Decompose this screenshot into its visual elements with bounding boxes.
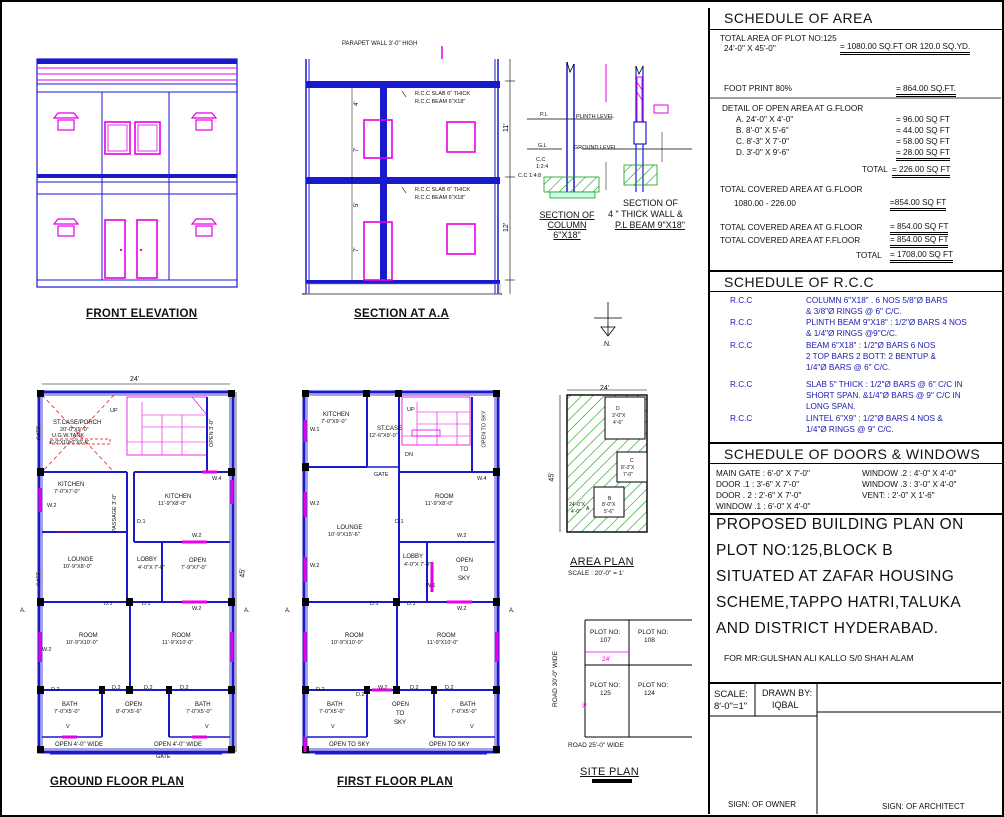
sp-road-side: ROAD 30'-0" WIDE <box>551 651 559 707</box>
svg-text:5': 5' <box>354 202 360 207</box>
door-schedule-item: WINDOW .1 : 6'-0" X 4'-0" <box>716 502 811 511</box>
sp-plot124-b: 124 <box>644 690 655 697</box>
ff-kitchen-dim: 7'-0"X9'-0" <box>321 419 347 425</box>
beam-note-2: R.C.C BEAM 6"X18" <box>415 195 466 201</box>
ff-d2c: D.2 <box>410 685 419 691</box>
ff-w4: W.4 <box>477 476 487 482</box>
ap-c-dim-a: 8'-3"X <box>621 465 635 471</box>
gf-d1b: D.1 <box>104 601 113 607</box>
sign-owner: SIGN: OF OWNER <box>728 800 796 809</box>
area-plan-labels <box>550 382 660 542</box>
ff-gate: GATE <box>374 472 389 478</box>
ap-b-dim-b: 5'-6" <box>604 509 614 515</box>
ff-kitchen: KITCHEN <box>323 412 350 418</box>
window-schedule-item: WINDOW .2 : 4'-0" X 4'-0" <box>862 469 957 478</box>
gf-d2d: D.2 <box>180 685 189 691</box>
ff-open-sky-mid-b: TO <box>460 567 469 573</box>
project-title-line: PROPOSED BUILDING PLAN ON <box>716 516 964 533</box>
gf-up: UP <box>110 408 118 414</box>
ff-staircase: ST.CASE <box>377 426 403 432</box>
ff-open-bath-c: SKY <box>394 720 407 726</box>
rcc-line: BEAM 6"X18" : 1/2"Ø BARS 6 NOS <box>806 341 936 350</box>
gf-open-bottom-2: OPEN 4'-0" WIDE <box>154 742 202 748</box>
column-section-title: SECTION OF COLUMN 6"X18" <box>539 210 595 240</box>
open-area-row-label: D. 3'-0" X 9'-6" <box>736 148 790 157</box>
svg-text:4': 4' <box>354 101 360 106</box>
gf-d2c: D.2 <box>144 685 153 691</box>
svg-text:11': 11' <box>503 123 510 132</box>
gf-lobby: LOBBY <box>137 557 158 563</box>
ap-a: A <box>586 506 590 512</box>
door-schedule-item: DOOR .1 : 3'-6" X 7'-0" <box>716 480 800 489</box>
ff-room2-dim: 11'-9"X10'-0" <box>427 640 459 646</box>
open-area-row-label: B. 8'-0" X 5'-6" <box>736 126 789 135</box>
beam-note-1: R.C.C BEAM 6"X18" <box>415 99 466 105</box>
ap-a-dim-b: 4'-0" <box>571 509 581 515</box>
gf-tank: U.G.W.TANK <box>52 433 84 439</box>
open-area-row-value: = 28.00 SQ FT <box>896 148 950 161</box>
slab-note-2: R.C.C SLAB 6" THICK <box>415 187 471 193</box>
gf-bath1-dim: 7'-0"X5'-0" <box>54 709 80 715</box>
sp-plot125-a: PLOT NO: <box>590 682 621 689</box>
ff-staircase-dim: 12'-6"X9'-0" <box>369 433 398 439</box>
north-arrow <box>594 302 622 336</box>
ff-d1b: D.1 <box>370 601 379 607</box>
covered-g-label: TOTAL COVERED AREA AT G.FLOOR <box>720 223 863 232</box>
ap-d-dim-b: 4'-6" <box>613 420 623 426</box>
gf-staircase-dim: 20'-0"X9'-0" <box>60 427 89 433</box>
ap-a-dim-a: 24'-0"X <box>569 502 586 508</box>
ap-d-dim-a: 3'-0"X <box>612 413 626 419</box>
sp-plot125-b: 125 <box>600 690 611 697</box>
schedule-rcc-heading: SCHEDULE OF R.C.C <box>710 270 1003 292</box>
wall-section-title-a: SECTION OF <box>623 198 679 208</box>
cc2-label: C.C 1:4:8 <box>518 173 542 179</box>
front-elevation <box>37 59 237 287</box>
covered-f-label: TOTAL COVERED AREA AT F.FLOOR <box>720 236 861 245</box>
gf-open-mid-dim: 7'-9"X7'-0" <box>181 565 207 571</box>
ff-w2a: W.2 <box>310 501 320 507</box>
title-block <box>708 8 1001 814</box>
ff-d1c: D.1 <box>407 601 416 607</box>
sp-dim45: 45' <box>582 701 589 709</box>
ap-b: B <box>608 496 612 502</box>
first-floor-title: FIRST FLOOR PLAN <box>337 776 453 788</box>
gf-w2c: W.2 <box>192 606 202 612</box>
rcc-line: COLUMN 6"X18" . 6 NOS 5/8"Ø BARS <box>806 296 948 305</box>
sp-plot107-a: PLOT NO: <box>590 629 621 636</box>
footprint-label: FOOT PRINT 80% <box>724 84 792 93</box>
gf-open-mid: OPEN <box>189 558 207 564</box>
gf-room1-dim: 10'-9"X10'-0" <box>66 640 98 646</box>
total-plot-label: TOTAL AREA OF PLOT NO:125 <box>720 34 837 43</box>
rcc-line: SHORT SPAN. &1/4"Ø BARS @ 9" C/C IN <box>806 391 961 400</box>
gf-gate-side2: GATE <box>36 571 43 587</box>
project-divider <box>710 513 1003 515</box>
ff-bottom-1: OPEN TO SKY <box>329 742 370 748</box>
rcc-line: 1/4"Ø RINGS @ 9" C/C. <box>806 425 894 434</box>
ff-w2e: W.2 <box>378 685 388 691</box>
ground-floor-title: GROUND FLOOR PLAN <box>50 776 185 788</box>
covered-calc: 1080.00 - 226.00 <box>734 199 796 208</box>
gf-w2d: W.2 <box>42 647 52 653</box>
ap-c: C <box>630 458 634 464</box>
project-title-line: SITUATED AT ZAFAR HOUSING <box>716 568 955 585</box>
ff-room2: ROOM <box>437 633 456 639</box>
gf-room2-dim: 11'-9"X10'-0" <box>162 640 194 646</box>
ff-open-sky-top: OPEN TO SKY <box>481 410 488 448</box>
gf-bath1: BATH <box>62 702 78 708</box>
ff-open-sky-mid-a: OPEN <box>456 558 474 564</box>
slab-note-1: R.C.C SLAB 6" THICK <box>415 91 471 97</box>
open-area-row-value: = 96.00 SQ FT <box>896 115 950 124</box>
footprint-value: = 864.00 SQ.FT. <box>896 84 956 97</box>
ff-lobby-dim: 4'-0"X 7'-0" <box>404 562 432 568</box>
total-open-value: = 226.00 SQ FT <box>892 165 950 178</box>
ff-room-top: ROOM <box>435 494 454 500</box>
section-aa-title: SECTION AT A.A <box>354 308 450 320</box>
project-title-line: AND DISTRICT HYDERABAD. <box>716 620 939 637</box>
rcc-tag: R.C.C <box>730 296 753 305</box>
gf-d2a: D.2 <box>51 687 60 693</box>
gf-gate-side: GATE <box>36 425 43 441</box>
ff-v2: V <box>470 724 474 730</box>
rcc-tag: R.C.C <box>730 341 753 350</box>
ff-up: UP <box>407 407 415 413</box>
gf-v1: V <box>66 724 70 730</box>
area-plan-title: AREA PLAN <box>570 556 634 568</box>
gf-bath2: BATH <box>195 702 211 708</box>
door-schedule-item: DOOR . 2 : 2'-6" X 7'-0" <box>716 491 802 500</box>
sp-road-bottom: ROAD 25'-0" WIDE <box>568 742 624 749</box>
covered-f-value: = 854.00 SQ FT <box>890 235 948 248</box>
sp-dim24: 24' <box>602 656 611 663</box>
schedule-doors-heading: SCHEDULE OF DOORS & WINDOWS <box>710 442 1003 464</box>
ff-dn: DN <box>405 452 413 458</box>
door-schedule-item: MAIN GATE : 6'-0" X 7'-0" <box>716 469 810 478</box>
section-aa <box>302 46 515 294</box>
rcc-line: & 1/4"Ø RINGS @9"C/C. <box>806 329 898 338</box>
north-label: .N. <box>602 341 611 348</box>
gf-w4: W.4 <box>212 476 222 482</box>
site-plan-title: SITE PLAN <box>580 766 639 778</box>
pl-label: P.L <box>540 112 548 118</box>
front-elevation-title: FRONT ELEVATION <box>86 308 198 320</box>
gf-kitchen2: KITCHEN <box>165 494 192 500</box>
ff-sec-a-left: A. <box>285 608 291 614</box>
rcc-line: PLINTH BEAM 9"X18" : 1/2"Ø BARS 4 NOS <box>806 318 967 327</box>
first-floor-labels <box>285 388 515 758</box>
gf-open-bottom-1: OPEN 4'-0" WIDE <box>55 742 103 748</box>
svg-text:7': 7' <box>354 147 360 152</box>
wall-section-title-b: 4 " THICK WALL & <box>608 209 683 219</box>
gf-staircase: ST.CASE/PORCH <box>53 420 102 426</box>
gf-passage: PASSAGE 3'-0" <box>112 493 119 533</box>
gf-kitchen1-dim: 7'-0"X7'-0" <box>54 489 80 495</box>
ff-room1: ROOM <box>345 633 364 639</box>
owner-line: FOR MR:GULSHAN ALI KALLO S/0 SHAH ALAM <box>724 653 914 663</box>
covered-value: =854.00 SQ FT <box>890 198 946 211</box>
covered-detail-label: TOTAL COVERED AREA AT G.FLOOR <box>720 185 863 194</box>
gf-d1a: D.1 <box>137 519 146 525</box>
ff-w2d: W.2 <box>457 606 467 612</box>
open-area-row-label: C. 8'-3" X 7'-0" <box>736 137 790 146</box>
ff-bath1: BATH <box>327 702 343 708</box>
rcc-line: LINTEL 6"X9" : 1/2"Ø BARS 4 NOS & <box>806 414 943 423</box>
open-area-row-value: = 44.00 SQ FT <box>896 126 950 135</box>
ff-bath2-dim: 7'-0"X5'-0" <box>451 709 477 715</box>
ff-v1: V <box>331 724 335 730</box>
gf-kitchen2-dim: 11'-9"X8'-0" <box>158 501 187 507</box>
ap-b-dim-a: 8'-0"X <box>602 502 616 508</box>
detail-sections <box>527 62 692 198</box>
grand-total-label: TOTAL <box>856 251 882 260</box>
schedule-area-heading: SCHEDULE OF AREA <box>710 8 1003 30</box>
sp-plot124-a: PLOT NO: <box>638 682 669 689</box>
gf-w2b: W.2 <box>192 533 202 539</box>
ff-bath2: BATH <box>460 702 476 708</box>
gf-width-dim: 24' <box>130 376 140 383</box>
drawn-value: IQBAL <box>772 700 799 710</box>
scale-value: 8'-0"=1" <box>714 701 748 712</box>
ff-lounge: LOUNGE <box>337 525 363 531</box>
ff-open-bath-b: TO <box>396 711 405 717</box>
gf-d2b: D.2 <box>112 685 121 691</box>
open-area-row-value: = 58.00 SQ FT <box>896 137 950 146</box>
ff-d2d: D.2 <box>445 685 454 691</box>
plinth-level-label: PLINTH LEVEL <box>576 114 615 120</box>
gf-depth-dim: 45' <box>239 568 247 578</box>
gf-sec-a-left: A. <box>20 608 26 614</box>
sp-plot108-b: 108 <box>644 637 655 644</box>
gf-gate: GATE <box>156 754 171 760</box>
total-open-label: TOTAL <box>862 165 888 174</box>
ff-lobby: LOBBY <box>403 554 424 560</box>
ff-room1-dim: 10'-9"X10'-0" <box>331 640 363 646</box>
ff-d2b: D.2 <box>356 692 365 698</box>
ff-bottom-2: OPEN TO SKY <box>429 742 470 748</box>
gf-room1: ROOM <box>79 633 98 639</box>
gf-sec-a-right: A. <box>244 608 250 614</box>
ff-room-top-dim: 11'-9"X8'-0" <box>425 501 454 507</box>
gf-tank-dim: 6'-0"X10'-0"X5'-0" <box>50 440 90 446</box>
ap-depth: 45' <box>548 472 556 482</box>
open-detail-label: DETAIL OF OPEN AREA AT G.FLOOR <box>722 104 864 113</box>
drawn-label: DRAWN BY: <box>762 688 813 698</box>
svg-text:7': 7' <box>354 247 360 252</box>
rcc-line: 1/4"Ø BARS @ 6" C/C. <box>806 363 891 372</box>
rcc-line: SLAB 5" THICK : 1/2"Ø BARS @ 6" C/C IN <box>806 380 963 389</box>
sign-architect: SIGN: OF ARCHITECT <box>882 802 965 811</box>
ff-d2a: D.2 <box>316 687 325 693</box>
gf-open-bath: OPEN <box>125 702 143 708</box>
ground-floor-labels <box>20 376 250 760</box>
ap-c-dim-b: 7'-0" <box>623 472 633 478</box>
ff-w1b: W.1 <box>426 583 436 589</box>
svg-text:12': 12' <box>503 222 510 232</box>
ff-sec-a-right: A. <box>509 608 515 614</box>
rcc-tag: R.C.C <box>730 318 753 327</box>
gf-bath2-dim: 7'-0"X5'-0" <box>186 709 212 715</box>
gf-open-top: OPEN 3'-0" <box>209 418 216 448</box>
area-plan-scale: SCALE : 20'-0" = 1' <box>568 570 624 577</box>
covered-g-value: = 854.00 SQ FT <box>890 222 948 235</box>
rcc-line: & 3/8"Ø RINGS @ 6" C/C. <box>806 307 902 316</box>
sp-plot107-b: 107 <box>600 637 611 644</box>
ff-bath1-dim: 7'-0"X5'-0" <box>319 709 345 715</box>
ap-d: D <box>616 406 620 412</box>
window-schedule-item: WINDOW .3 : 3'-0" X 4'-0" <box>862 480 957 489</box>
gf-v2: V <box>205 724 209 730</box>
gf-lobby-dim: 4'-0"X 7'-0" <box>138 565 166 571</box>
gf-lounge-dim: 10'-9"X8'-0" <box>63 564 92 570</box>
ff-w2b: W.2 <box>310 563 320 569</box>
plot-dims: 24'-0" X 45'-0" <box>724 44 776 53</box>
project-title-line: SCHEME,TAPPO HATRI,TALUKA <box>716 594 962 611</box>
gf-room2: ROOM <box>172 633 191 639</box>
ff-open-bath-a: OPEN <box>392 702 410 708</box>
gf-kitchen1: KITCHEN <box>58 482 85 488</box>
rcc-tag: R.C.C <box>730 414 753 423</box>
rcc-line: LONG SPAN. <box>806 402 856 411</box>
ff-d1a: D.1 <box>395 519 404 525</box>
ff-lounge-dim: 10'-9"X15'-6" <box>328 532 360 538</box>
project-title-line: PLOT NO:125,BLOCK B <box>716 542 894 559</box>
wall-section-title-c: P.L BEAM 9"X18" <box>615 220 685 230</box>
open-area-row-label: A. 24'-0" X 4'-0" <box>736 115 794 124</box>
cc-label: C.C <box>536 157 546 163</box>
ff-w1: W.1 <box>310 427 320 433</box>
sp-plot108-a: PLOT NO: <box>638 629 669 636</box>
ff-open-sky-mid-c: SKY <box>458 576 471 582</box>
cc-mix-label: 1:2:4 <box>536 164 549 170</box>
gf-open-bath-dim: 8'-0"X5'-6" <box>116 709 142 715</box>
parapet-note: PARAPET WALL 3'-0" HIGH <box>342 41 418 47</box>
window-schedule-item: VENT: : 2'-0" X 1'-6" <box>862 491 935 500</box>
gl-label: G.L <box>538 143 547 149</box>
rcc-line: 2 TOP BARS 2 BOTT: 2 BENTUP & <box>806 352 936 361</box>
gf-lounge: LOUNGE <box>68 557 94 563</box>
site-plan-labels <box>552 612 702 762</box>
plot-area: = 1080.00 SQ.FT OR 120.0 SQ.YD. <box>840 42 970 55</box>
ap-width: 24' <box>600 385 610 392</box>
rcc-tag: R.C.C <box>730 380 753 389</box>
scale-label: SCALE: <box>714 689 748 700</box>
gf-d1c: D.1 <box>142 601 151 607</box>
ground-level-label: GROUND LEVEL <box>574 145 618 151</box>
grand-total-value: = 1708.00 SQ FT <box>890 250 953 263</box>
ff-w2c: W.2 <box>457 533 467 539</box>
gf-w2: W.2 <box>47 503 57 509</box>
